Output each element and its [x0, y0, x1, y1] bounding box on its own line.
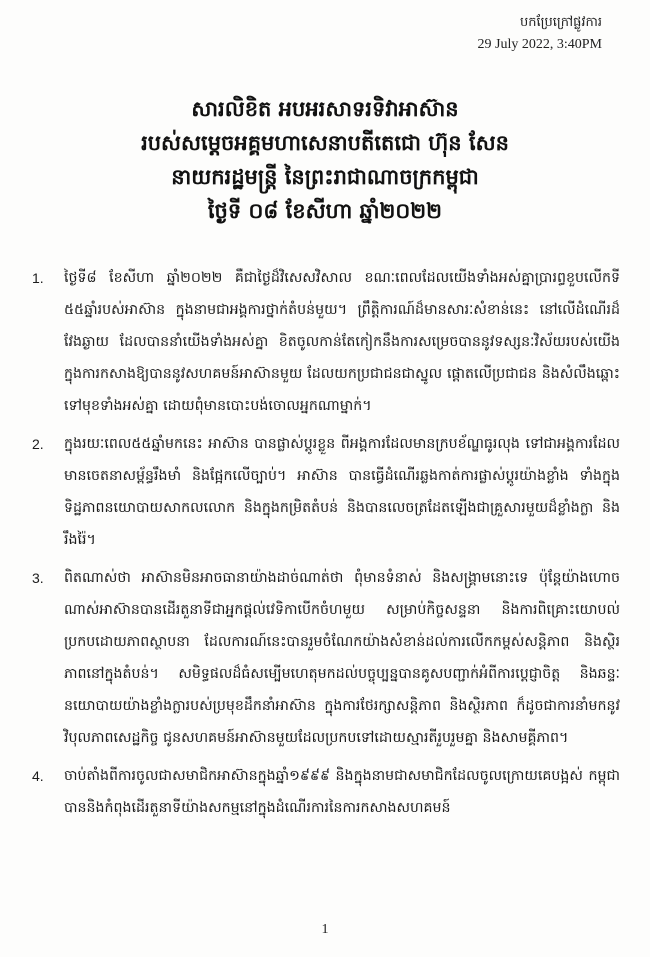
paragraph-text: ពិតណាស់ថា អាស៊ានមិនអាចធានាយ៉ាងដាច់ណាត់ថា ពុំមានទំនាស់ និងសង្រ្គាមនោះទេ ប៉ុន្តែយ៉ាងហោចណាស់អាស៊ានបានដើរតួនាទីជាអ្នកផ្តល់វេទិកាបើកចំហមួយ សម្រាប់កិច្ចសន្ទនា និងការពិគ្រោះយោបល់ប្រកបដោយភាពស្ថាបនា ដែលការណ៍នេះបានរួមចំណែកយ៉ាងសំខាន់ដល់ការលើកកម្ពស់សន្តិភាព និងស្ថិរភាពនៅក្នុងតំបន់។ សមិទ្ធផលដ៏ធំសម្បើមហេតុមកដល់បច្ចុប្បន្នបានគូសបញ្ជាក់អំពីការប្តេជ្ញាចិត្ត និងឆន្ទៈនយោបាយយ៉ាងខ្លាំងក្លារបស់ប្រមុខដឹកនាំអាស៊ាន ក្នុងការថែរក្សាសន្តិភាព និងស្ថិរភាព ក៏ដូចជាការនាំមកនូវវិបុលភាពសេដ្ឋកិច្ច ជូនសហគមន៍អាស៊ានមួយដែលប្រកបទៅដោយស្មារតីរួបរួមគ្នា និងសាមគ្គីភាព។	[64, 570, 620, 746]
header-note	[478, 12, 602, 56]
title-line-4: ថ្ងៃទី ០៨ ខែសីហា ឆ្នាំ២០២២	[207, 199, 443, 223]
document-title	[60, 92, 590, 228]
paragraph-text: ថ្ងៃទី៨ ខែសីហា ឆ្នាំ២០២២ គឺជាថ្ងៃដ៏វិសេសវិសាល ខណៈពេលដែលយើងទាំងអស់គ្នាប្រារព្ធខួបលើកទី ៥៥ឆ្នាំរបស់អាស៊ាន ក្នុងនាមជាអង្គការថ្នាក់តំបន់មួយ។ ព្រឹត្តិការណ៍ដ៏មានសារៈសំខាន់នេះ នៅលើដំណើរដ៏វែងឆ្ងាយ ដែលបាននាំយើងទាំងអស់គ្នា ខិតចូលកាន់តែកៀកនឹងការសម្រេចបាននូវទស្សនៈវិស័យរបស់យើងក្នុងការកសាងឱ្យបាននូវសហគមន៍អាស៊ានមួយ ដែលយកប្រជាជនជាស្នូល ផ្តោតលើប្រជាជន និងសំលឹងឆ្ពោះទៅមុខទាំងអស់គ្នា ដោយពុំមានបោះបង់ចោលអ្នកណាម្នាក់។	[64, 270, 620, 414]
title-line-1: សារលិខិត អបអរសាទរទិវាអាស៊ាន	[191, 97, 459, 121]
paragraph-4	[30, 760, 620, 824]
title-line-3: នាយករដ្ឋមន្ត្រី នៃព្រះរាជាណាចក្រកម្ពុជា	[171, 165, 479, 189]
numbered-paragraph-list	[30, 262, 620, 830]
paragraph-number: 2.	[32, 436, 44, 452]
paragraph-number: 1.	[32, 270, 44, 286]
paragraph-2	[30, 428, 620, 556]
unofficial-translation-label: បកប្រែក្រៅផ្លូវការ	[519, 15, 602, 30]
paragraph-number: 4.	[32, 768, 44, 784]
paragraph-text: ក្នុងរយៈពេល៥៥ឆ្នាំមកនេះ អាស៊ាន បានផ្លាស់ប្តូរខ្លួន ពីអង្គការដែលមានក្របខ័ណ្ឌធូរលុង ទៅជាអង្គការដែលមានចេតនាសម្ព័ន្ធរឹងមាំ និងផ្អែកលើច្បាប់។ អាស៊ាន បានធ្វើដំណើរឆ្លងកាត់ការផ្លាស់ប្តូរយ៉ាងខ្លាំង ទាំងក្នុងទិដ្ឋភាពនយោបាយសាកលលោក និងក្នុងកម្រិតតំបន់ និងបានលេចត្រដែតឡើងជាគ្រួសារមួយដ៏ខ្លាំងក្លា និងរឹងរ៉ៃ។	[64, 436, 620, 548]
header-datetime: 29 July 2022, 3:40PM	[477, 37, 602, 52]
paragraph-text: ចាប់តាំងពីការចូលជាសមាជិកអាស៊ានក្នុងឆ្នាំ១៩៩៩ និងក្នុងនាមជាសមាជិកដែលចូលក្រោយគេបង្អស់ កម្ពុជាបាននិងកំពុងដើរតួនាទីយ៉ាងសកម្មនៅក្នុងដំណើរការនៃការកសាងសហគមន៍	[64, 768, 620, 816]
paragraph-1	[30, 262, 620, 422]
title-line-2: របស់សម្តេចអគ្គមហាសេនាបតីតេជោ ហ៊ុន សែន	[141, 131, 509, 155]
page-number: 1	[321, 922, 329, 937]
paragraph-number: 3.	[32, 570, 44, 586]
paragraph-3	[30, 562, 620, 754]
